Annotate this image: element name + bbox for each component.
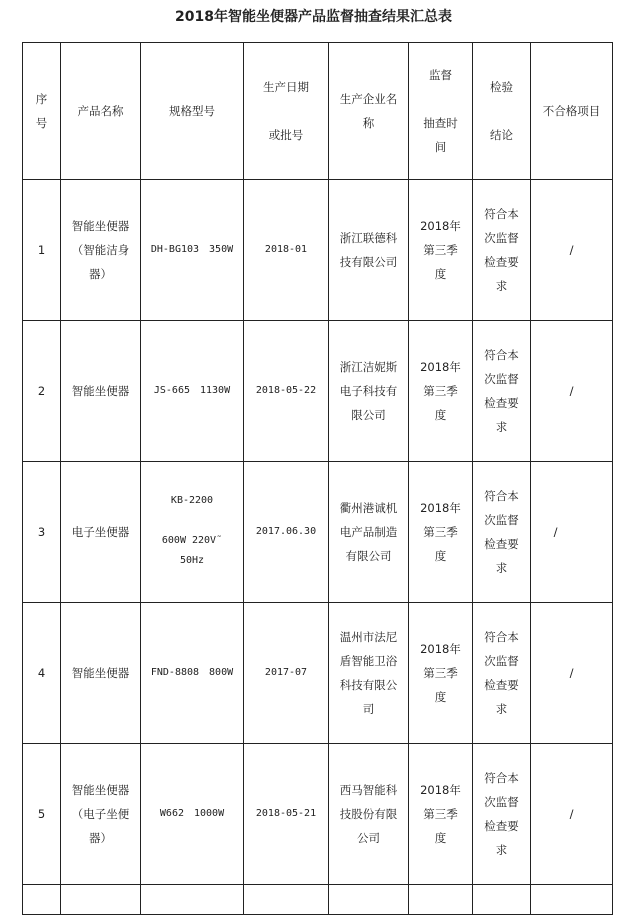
header-product-name: 产品名称 — [61, 43, 141, 180]
cell-failed-items: / — [531, 744, 613, 885]
cell-inspection-period: 2018年 第三季 度 — [409, 744, 473, 885]
cell-company: 衢州港诚机 电产品制造 有限公司 — [329, 462, 409, 603]
table-row — [23, 744, 613, 885]
cell-product-name: 智能坐便器 （智能洁身 器） — [61, 180, 141, 321]
cell-seq: 4 — [23, 603, 61, 744]
cell-result: 符合本 次监督 检查要 求 — [473, 462, 531, 603]
cell-seq: 5 — [23, 744, 61, 885]
cell-result: 符合本 次监督 检查要 求 — [473, 180, 531, 321]
cell-failed-items: / — [531, 603, 613, 744]
cell-result: 符合本 次监督 检查要 求 — [473, 321, 531, 462]
cell-result: 符合本 次监督 检查要 求 — [473, 603, 531, 744]
table-row — [23, 462, 613, 603]
cell-production-date: 2018-05-22 — [244, 321, 329, 462]
header-seq: 序 号 — [23, 43, 61, 180]
cell-product-name: 电子坐便器 — [61, 462, 141, 603]
cell-model: FND-8808 800W — [141, 603, 244, 744]
cell-production-date: 2017.06.30 — [244, 462, 329, 603]
cell-company: 浙江联德科 技有限公司 — [329, 180, 409, 321]
cell-failed-items: / — [531, 321, 613, 462]
header-production-date: 生产日期 或批号 — [244, 43, 329, 180]
table-row — [23, 321, 613, 462]
cell-inspection-period: 2018年 第三季 度 — [409, 603, 473, 744]
page-title: 2018年智能坐便器产品监督抽查结果汇总表 — [175, 9, 452, 25]
cell-result: 符合本 次监督 检查要 求 — [473, 744, 531, 885]
cell-production-date: 2017-07 — [244, 603, 329, 744]
cell-production-date: 2018-01 — [244, 180, 329, 321]
cell-product-name: 智能坐便器 — [61, 603, 141, 744]
cell-production-date: 2018-05-21 — [244, 744, 329, 885]
cell-model: JS-665 1130W — [141, 321, 244, 462]
cell-failed-items: / — [553, 525, 558, 539]
table-row — [23, 180, 613, 321]
cell-seq: 2 — [23, 321, 61, 462]
header-row — [23, 43, 613, 180]
cell-seq: 3 — [23, 462, 61, 603]
cell-model: W662 1000W — [141, 744, 244, 885]
cell-model: DH-BG103 350W — [141, 180, 244, 321]
header-model: 规格型号 — [141, 43, 244, 180]
header-result: 检验 结论 — [473, 43, 531, 180]
header-company: 生产企业名 称 — [329, 43, 409, 180]
cell-product-name: 智能坐便器 （电子坐便 器） — [61, 744, 141, 885]
header-inspection-period: 监督 抽查时 间 — [409, 43, 473, 180]
cell-company: 温州市法尼 盾智能卫浴 科技有限公 司 — [329, 603, 409, 744]
cell-model: KB-2200 600W 220V˜ 50Hz — [161, 495, 223, 566]
table-row-partial — [23, 885, 613, 915]
cell-inspection-period: 2018年 第三季 度 — [409, 180, 473, 321]
cell-company: 浙江洁妮斯 电子科技有 限公司 — [329, 321, 409, 462]
cell-inspection-period: 2018年 第三季 度 — [409, 321, 473, 462]
table-row — [23, 603, 613, 744]
cell-product-name: 智能坐便器 — [61, 321, 141, 462]
cell-failed-items: / — [531, 180, 613, 321]
cell-inspection-period: 2018年 第三季 度 — [409, 462, 473, 603]
cell-seq: 1 — [23, 180, 61, 321]
results-table — [22, 42, 613, 915]
header-failed-items: 不合格项目 — [531, 43, 613, 180]
cell-company: 西马智能科 技股份有限 公司 — [329, 744, 409, 885]
